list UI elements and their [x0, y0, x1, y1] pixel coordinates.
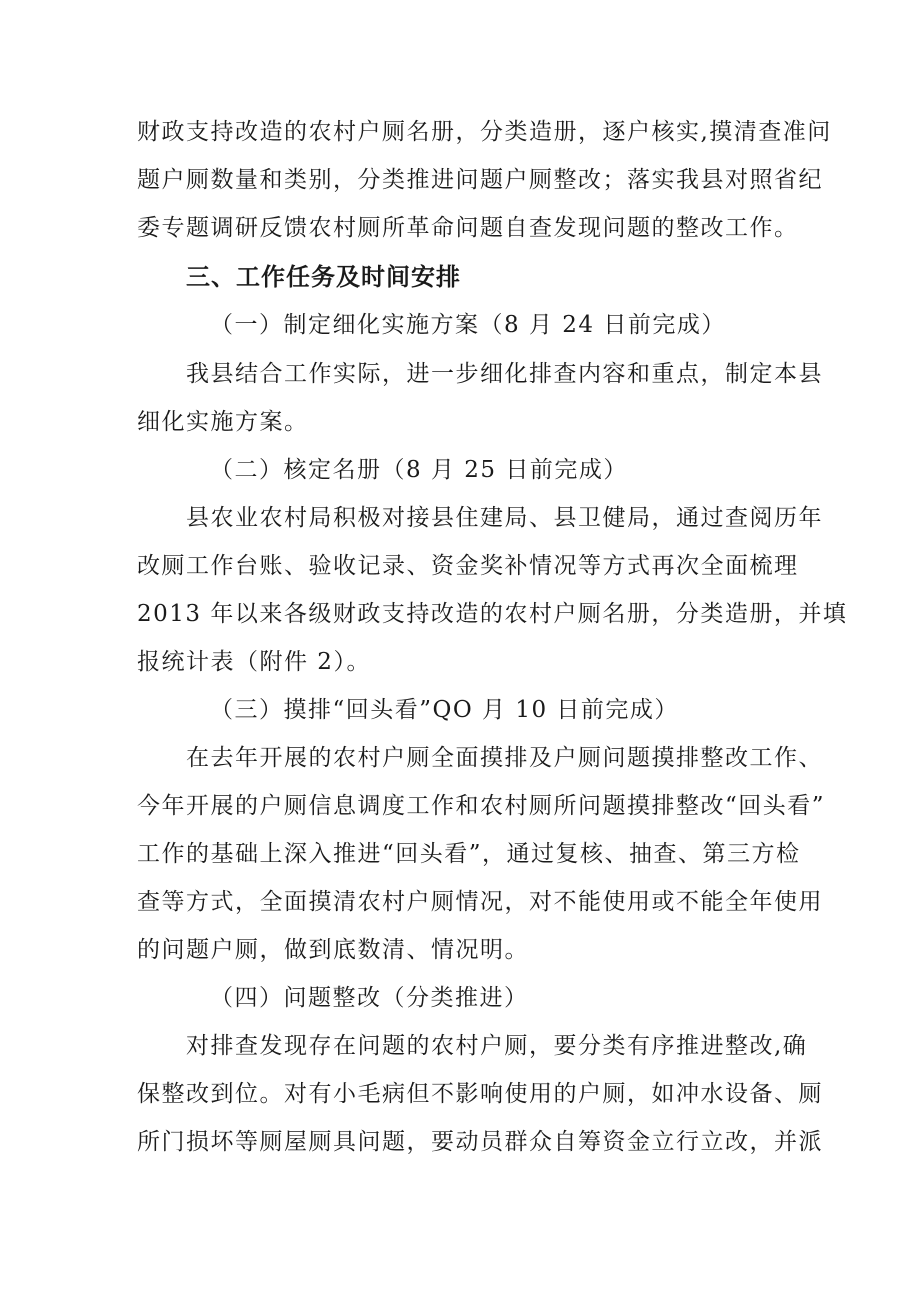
body-text-line: 改厕工作台账、验收记录、资金奖补情况等方式再次全面梳理 — [137, 553, 799, 579]
body-text-line: 委专题调研反馈农村厕所革命问题自查发现问题的整改工作。 — [137, 215, 799, 241]
section-heading: 三、工作任务及时间安排 — [186, 263, 461, 291]
body-text-line: 的问题户厕，做到底数清、情况明。 — [137, 937, 529, 963]
body-text-line: 对排查发现存在问题的农村户厕，要分类有序推进整改,确 — [186, 1033, 808, 1059]
body-text-line: 财政支持改造的农村户厕名册，分类造册，逐户核实,摸清查准问 — [137, 119, 832, 145]
item-title: （一）制定细化实施方案（8 月 24 日前完成） — [210, 312, 726, 338]
body-text-line: 县农业农村局积极对接县住建局、县卫健局，通过查阅历年 — [186, 505, 823, 531]
body-text-line: 在去年开展的农村户厕全面摸排及户厕问题摸排整改工作、 — [186, 745, 823, 771]
body-text-line: 题户厕数量和类别，分类推进问题户厕整改；落实我县对照省纪 — [137, 167, 823, 193]
item-title: （二）核定名册（8 月 25 日前完成） — [210, 457, 628, 483]
body-text-line: 细化实施方案。 — [137, 409, 309, 435]
body-text-line: 2013 年以来各级财政支持改造的农村户厕名册，分类造册，并填 — [137, 601, 848, 627]
body-text-line: 保整改到位。对有小毛病但不影响使用的户厕，如冲水设备、厕 — [137, 1081, 823, 1107]
body-text-line: 今年开展的户厕信息调度工作和农村厕所问题摸排整改“回头看” — [137, 793, 826, 819]
item-title: （三）摸排“回头看”QO 月 10 日前完成） — [210, 697, 679, 723]
body-text-line: 报统计表（附件 2）。 — [137, 649, 371, 675]
body-text-line: 工作的基础上深入推进“回头看”，通过复核、抽查、第三方检 — [137, 841, 801, 867]
body-text-line: 所门损坏等厕屋厕具问题，要动员群众自筹资金立行立改，并派 — [137, 1129, 823, 1155]
body-text-line: 我县结合工作实际，进一步细化排查内容和重点，制定本县 — [186, 361, 823, 387]
body-text-line: 查等方式，全面摸清农村户厕情况，对不能使用或不能全年使用 — [137, 889, 823, 915]
item-title: （四）问题整改（分类推进） — [210, 985, 529, 1011]
